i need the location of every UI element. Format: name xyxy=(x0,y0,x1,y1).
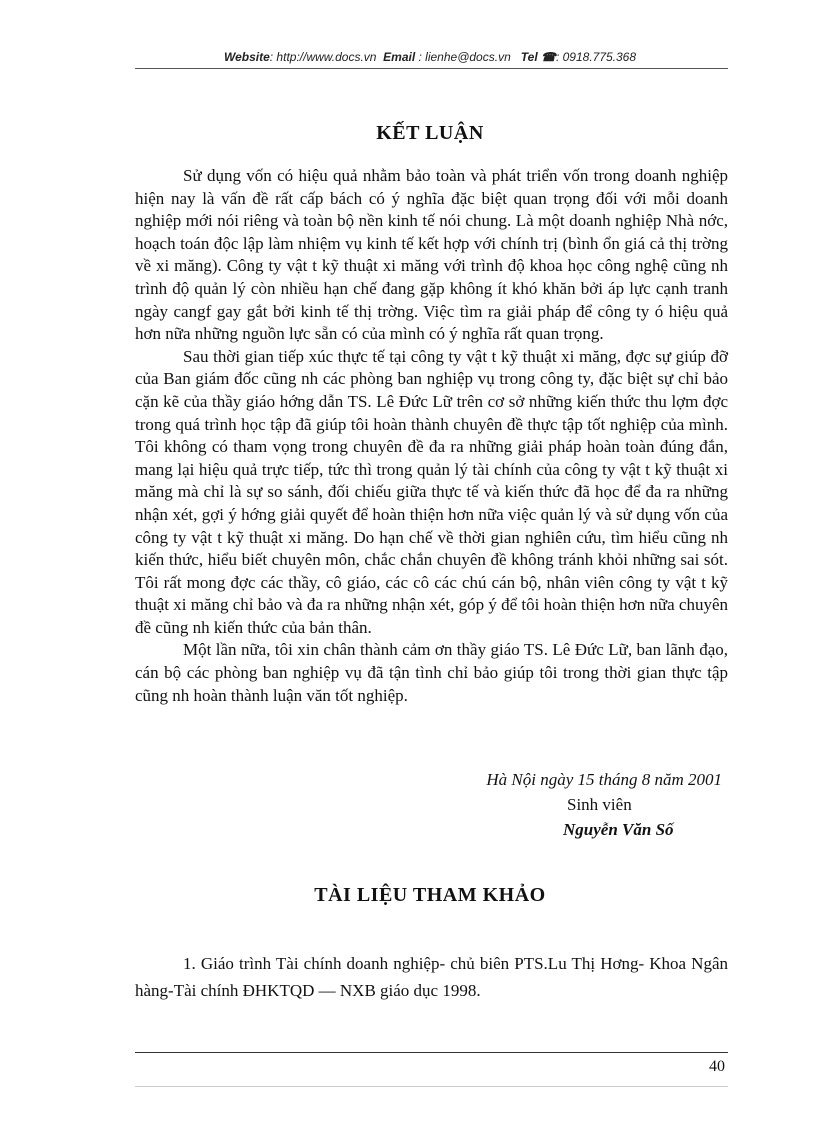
author-role: Sinh viên xyxy=(567,795,632,814)
website-value: : http://www.docs.vn xyxy=(269,50,377,64)
footer-divider xyxy=(135,1052,728,1053)
reference-item: 1. Giáo trình Tài chính doanh nghiệp- chủ biên PTS.Lu Thị Hơng- Khoa Ngân hàng-Tài chính ĐHKTQD — NXB giáo dục 1998. xyxy=(135,954,728,1000)
tel-value: : 0918.775.368 xyxy=(555,50,637,64)
author-name: Nguyễn Văn Số xyxy=(563,820,674,839)
bottom-divider xyxy=(135,1086,728,1087)
email-label: Email xyxy=(383,50,416,64)
tel-label: Tel ☎ xyxy=(520,50,556,64)
email-value: : lienhe@docs.vn xyxy=(415,50,511,64)
conclusion-title: KẾT LUẬN xyxy=(376,122,484,144)
date-line: Hà Nội ngày 15 tháng 8 năm 2001 xyxy=(486,770,722,789)
conclusion-paragraph-2: Sau thời gian tiếp xúc thực tế tại công ty vật t kỹ thuật xi măng, đợc sự giúp đỡ của Ban giám đốc cũng nh các phòng ban nghiệp vụ trong công ty, đặc biệt sự chỉ bảo cặn kẽ của thầy giáo hớng dẫn TS. Lê Đức Lữ trên cơ sở những kiến thức thu lợm đợc trong quá trình học tập đã giúp tôi hoàn thành chuyên đề thực tập tốt nghiệp của mình. Tôi không có tham vọng trong chuyên đề đa ra những giải pháp hoàn toàn đúng đắn, mang lại hiệu quả trực tiếp, tức thì trong quản lý tài chính của công ty vật t kỹ thuật xi măng mà chỉ là sự so sánh, đối chiếu giữa thực tế và kiến thức đã học để đa ra những nhận xét, gợi ý hớng giải quyết để hoàn thiện hơn nữa việc quản lý và sử dụng vốn của công ty vật t kỹ thuật xi măng. Do hạn chế về thời gian nghiên cứu, tìm hiểu cũng nh kiến thức, hiểu biết chuyên môn, chắc chắn chuyên đề không tránh khỏi những sai sót. Tôi rất mong đợc các thầy, cô giáo, các cô các chú cán bộ, nhân viên công ty vật t kỹ thuật xi măng chỉ bảo và đa ra những nhận xét, góp ý để tôi hoàn thiện hơn nữa chuyên đề cũng nh kiến thức của bản thân. xyxy=(135,346,728,637)
page-number: 40 xyxy=(709,1058,725,1075)
page-header xyxy=(135,50,725,64)
conclusion-body xyxy=(135,165,728,707)
signature-block xyxy=(135,767,728,842)
conclusion-paragraph-1: Sử dụng vốn có hiệu quả nhằm bảo toàn và phát triển vốn trong doanh nghiệp hiện nay là vấn đề rất cấp bách có ý nghĩa đặc biệt quan trọng đối với mỗi doanh nghiệp mới nói riêng và toàn bộ nền kinh tế nói chung. Là một doanh nghiệp Nhà nớc, hoạch toán độc lập làm nhiệm vụ kinh tế kết hợp với chính trị (bình ổn giá cả thị trờng về xi măng). Công ty vật t kỹ thuật xi măng với trình độ khoa học công nghệ cũng nh trình độ quản lý còn nhiều hạn chế đang gặp không ít khó khăn bởi áp lực cạnh tranh ngày cangf gay gắt bởi kinh tế thị trờng. Việc tìm ra giải pháp để công ty ó hiệu quả hơn nữa những nguồn lực sẵn có của mình có ý nghĩa rất quan trọng. xyxy=(135,166,728,344)
references-list xyxy=(135,950,728,1004)
conclusion-paragraph-3: Một lần nữa, tôi xin chân thành cảm ơn thầy giáo TS. Lê Đức Lữ, ban lãnh đạo, cán bộ các phòng ban nghiệp vụ đã tận tình chỉ bảo giúp tôi trong thời gian thực tập cũng nh hoàn thành luận văn tốt nghiệp. xyxy=(135,640,728,705)
header-divider xyxy=(135,68,728,69)
references-title: TÀI LIỆU THAM KHẢO xyxy=(314,884,546,906)
website-label: Website xyxy=(223,50,270,64)
